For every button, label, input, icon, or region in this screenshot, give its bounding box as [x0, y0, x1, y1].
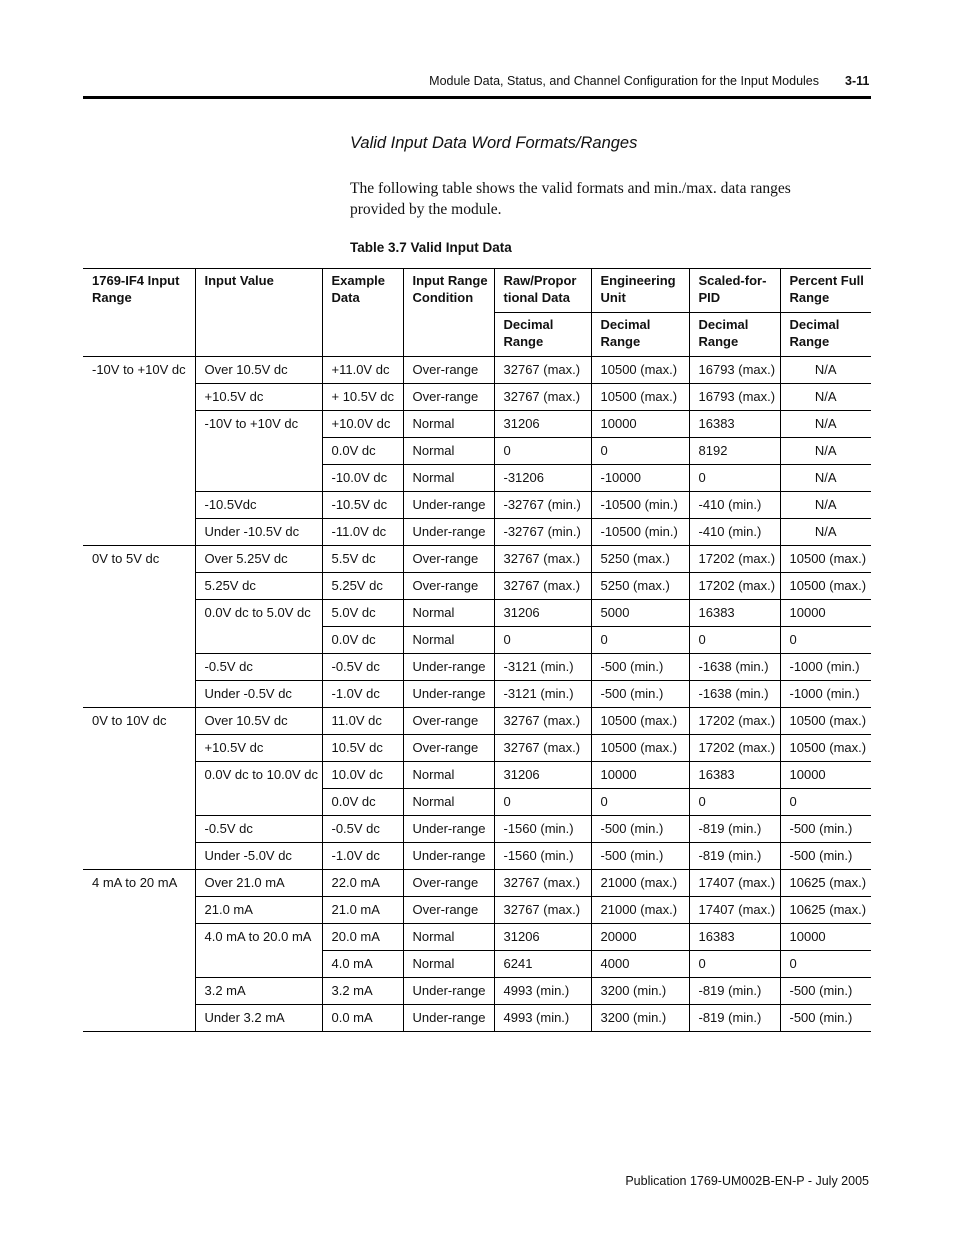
engineering-value-cell: 5250 (max.): [591, 546, 689, 573]
example-data-cell: 0.0V dc: [322, 789, 403, 816]
input-range-cell: 0V to 5V dc: [83, 546, 195, 573]
pid-value-cell: 17202 (max.): [689, 708, 780, 735]
raw-value-cell: -3121 (min.): [494, 681, 591, 708]
raw-value-cell: 32767 (max.): [494, 546, 591, 573]
example-data-cell: 10.5V dc: [322, 735, 403, 762]
example-data-cell: 20.0 mA: [322, 924, 403, 951]
input-range-cell: [83, 600, 195, 627]
condition-cell: Over-range: [403, 708, 494, 735]
table-row: [83, 870, 871, 897]
subheader-decimal-range: Decimal Range: [689, 313, 780, 357]
engineering-value-cell: 10500 (max.): [591, 708, 689, 735]
table-row: [83, 951, 871, 978]
input-value-cell: 21.0 mA: [195, 897, 322, 924]
input-range-cell: [83, 384, 195, 411]
input-range-cell: [83, 843, 195, 870]
raw-value-cell: 31206: [494, 411, 591, 438]
table-row: [83, 519, 871, 546]
raw-value-cell: 4993 (min.): [494, 1005, 591, 1032]
table-row: [83, 1005, 871, 1032]
input-value-cell: 5.25V dc: [195, 573, 322, 600]
table-row: [83, 681, 871, 708]
raw-value-cell: 0: [494, 789, 591, 816]
table-row: [83, 384, 871, 411]
percent-value-cell: N/A: [780, 411, 871, 438]
input-value-cell: +10.5V dc: [195, 384, 322, 411]
engineering-value-cell: 0: [591, 627, 689, 654]
header-engineering-unit: Engineering Unit: [591, 269, 689, 313]
input-value-cell: Over 21.0 mA: [195, 870, 322, 897]
example-data-cell: 11.0V dc: [322, 708, 403, 735]
percent-value-cell: N/A: [780, 465, 871, 492]
input-value-cell: -0.5V dc: [195, 654, 322, 681]
input-range-cell: [83, 735, 195, 762]
table-row: [83, 654, 871, 681]
condition-cell: Normal: [403, 951, 494, 978]
engineering-value-cell: 0: [591, 438, 689, 465]
raw-value-cell: -3121 (min.): [494, 654, 591, 681]
input-value-cell: Over 5.25V dc: [195, 546, 322, 573]
pid-value-cell: 16383: [689, 924, 780, 951]
header-example-data: Example Data: [322, 269, 403, 357]
example-data-cell: -0.5V dc: [322, 816, 403, 843]
header-input-range: 1769-IF4 Input Range: [83, 269, 195, 357]
condition-cell: Over-range: [403, 870, 494, 897]
header-input-value: Input Value: [195, 269, 322, 357]
engineering-value-cell: 10000: [591, 762, 689, 789]
table-row: [83, 789, 871, 816]
raw-value-cell: -31206: [494, 465, 591, 492]
input-range-cell: [83, 924, 195, 951]
input-value-cell: [195, 789, 322, 816]
engineering-value-cell: -500 (min.): [591, 843, 689, 870]
condition-cell: Under-range: [403, 843, 494, 870]
engineering-value-cell: 0: [591, 789, 689, 816]
input-range-cell: -10V to +10V dc: [83, 357, 195, 384]
input-range-cell: [83, 465, 195, 492]
condition-cell: Normal: [403, 762, 494, 789]
pid-value-cell: -410 (min.): [689, 492, 780, 519]
raw-value-cell: -1560 (min.): [494, 816, 591, 843]
pid-value-cell: 17407 (max.): [689, 870, 780, 897]
publication-footer: Publication 1769-UM002B-EN-P - July 2005: [625, 1174, 869, 1188]
pid-value-cell: 0: [689, 465, 780, 492]
engineering-value-cell: -500 (min.): [591, 816, 689, 843]
pid-value-cell: 16793 (max.): [689, 384, 780, 411]
engineering-value-cell: 4000: [591, 951, 689, 978]
raw-value-cell: 31206: [494, 924, 591, 951]
example-data-cell: 5.25V dc: [322, 573, 403, 600]
condition-cell: Normal: [403, 438, 494, 465]
input-range-cell: 0V to 10V dc: [83, 708, 195, 735]
input-range-cell: [83, 681, 195, 708]
percent-value-cell: 10000: [780, 762, 871, 789]
example-data-cell: 21.0 mA: [322, 897, 403, 924]
table-row: [83, 843, 871, 870]
table-row: [83, 627, 871, 654]
pid-value-cell: 16383: [689, 762, 780, 789]
engineering-value-cell: -10000: [591, 465, 689, 492]
table-row: [83, 546, 871, 573]
example-data-cell: 0.0V dc: [322, 438, 403, 465]
raw-value-cell: 32767 (max.): [494, 735, 591, 762]
example-data-cell: +11.0V dc: [322, 357, 403, 384]
input-value-cell: -10V to +10V dc: [195, 411, 322, 438]
pid-value-cell: -819 (min.): [689, 978, 780, 1005]
subheader-decimal-range: Decimal Range: [494, 313, 591, 357]
condition-cell: Under-range: [403, 681, 494, 708]
pid-value-cell: -819 (min.): [689, 816, 780, 843]
input-value-cell: Under -10.5V dc: [195, 519, 322, 546]
pid-value-cell: -819 (min.): [689, 843, 780, 870]
raw-value-cell: 31206: [494, 600, 591, 627]
example-data-cell: 22.0 mA: [322, 870, 403, 897]
example-data-cell: 5.0V dc: [322, 600, 403, 627]
percent-value-cell: N/A: [780, 492, 871, 519]
engineering-value-cell: -500 (min.): [591, 681, 689, 708]
example-data-cell: 5.5V dc: [322, 546, 403, 573]
condition-cell: Under-range: [403, 1005, 494, 1032]
input-value-cell: [195, 438, 322, 465]
input-value-cell: Over 10.5V dc: [195, 708, 322, 735]
condition-cell: Under-range: [403, 654, 494, 681]
page-number: 3-11: [845, 74, 870, 88]
percent-value-cell: N/A: [780, 357, 871, 384]
percent-value-cell: -500 (min.): [780, 978, 871, 1005]
percent-value-cell: 10000: [780, 924, 871, 951]
input-value-cell: 0.0V dc to 10.0V dc: [195, 762, 322, 789]
example-data-cell: +10.0V dc: [322, 411, 403, 438]
table-row: [83, 816, 871, 843]
table-row: [83, 762, 871, 789]
raw-value-cell: 32767 (max.): [494, 870, 591, 897]
percent-value-cell: 10000: [780, 600, 871, 627]
condition-cell: Under-range: [403, 492, 494, 519]
engineering-value-cell: 3200 (min.): [591, 1005, 689, 1032]
table-row: [83, 735, 871, 762]
engineering-value-cell: -500 (min.): [591, 654, 689, 681]
header-rule: [83, 96, 871, 99]
pid-value-cell: 16383: [689, 411, 780, 438]
example-data-cell: 3.2 mA: [322, 978, 403, 1005]
condition-cell: Under-range: [403, 519, 494, 546]
table-row: [83, 438, 871, 465]
percent-value-cell: 10625 (max.): [780, 870, 871, 897]
input-range-cell: [83, 519, 195, 546]
pid-value-cell: -819 (min.): [689, 1005, 780, 1032]
header-raw-proportional: [494, 269, 591, 313]
section-title: Valid Input Data Word Formats/Ranges: [350, 134, 638, 152]
percent-value-cell: 10500 (max.): [780, 573, 871, 600]
table-row: [83, 897, 871, 924]
header-scaled-for-pid: [689, 269, 780, 313]
condition-cell: Normal: [403, 627, 494, 654]
header-pid-line1: Scaled-for-: [698, 273, 767, 288]
example-data-cell: 0.0 mA: [322, 1005, 403, 1032]
example-data-cell: -10.0V dc: [322, 465, 403, 492]
input-range-cell: [83, 897, 195, 924]
example-data-cell: + 10.5V dc: [322, 384, 403, 411]
subheader-decimal-range: Decimal Range: [591, 313, 689, 357]
engineering-value-cell: 10000: [591, 411, 689, 438]
condition-cell: Over-range: [403, 573, 494, 600]
percent-value-cell: N/A: [780, 384, 871, 411]
input-range-cell: [83, 1005, 195, 1032]
condition-cell: Under-range: [403, 978, 494, 1005]
example-data-cell: -0.5V dc: [322, 654, 403, 681]
header-input-range-condition: Input Range Condition: [403, 269, 494, 357]
engineering-value-cell: -10500 (min.): [591, 492, 689, 519]
percent-value-cell: -500 (min.): [780, 816, 871, 843]
raw-value-cell: 32767 (max.): [494, 708, 591, 735]
input-value-cell: Under -0.5V dc: [195, 681, 322, 708]
table-row: [83, 708, 871, 735]
header-raw-line1: Raw/Propor: [503, 273, 577, 288]
condition-cell: Over-range: [403, 384, 494, 411]
percent-value-cell: 10500 (max.): [780, 708, 871, 735]
example-data-cell: -11.0V dc: [322, 519, 403, 546]
input-range-cell: [83, 573, 195, 600]
condition-cell: Under-range: [403, 816, 494, 843]
pid-value-cell: -1638 (min.): [689, 654, 780, 681]
condition-cell: Over-range: [403, 546, 494, 573]
input-range-cell: [83, 438, 195, 465]
raw-value-cell: 0: [494, 438, 591, 465]
percent-value-cell: 0: [780, 627, 871, 654]
valid-input-data-table: [83, 268, 871, 1031]
condition-cell: Normal: [403, 465, 494, 492]
input-value-cell: Over 10.5V dc: [195, 357, 322, 384]
example-data-cell: -10.5V dc: [322, 492, 403, 519]
raw-value-cell: 32767 (max.): [494, 897, 591, 924]
table-bottom-rule: [83, 1031, 871, 1032]
engineering-value-cell: 5250 (max.): [591, 573, 689, 600]
pid-value-cell: 17407 (max.): [689, 897, 780, 924]
raw-value-cell: 32767 (max.): [494, 573, 591, 600]
condition-cell: Over-range: [403, 897, 494, 924]
raw-value-cell: -1560 (min.): [494, 843, 591, 870]
pid-value-cell: 0: [689, 951, 780, 978]
input-range-cell: 4 mA to 20 mA: [83, 870, 195, 897]
engineering-value-cell: -10500 (min.): [591, 519, 689, 546]
pid-value-cell: -1638 (min.): [689, 681, 780, 708]
input-value-cell: Under -5.0V dc: [195, 843, 322, 870]
example-data-cell: -1.0V dc: [322, 843, 403, 870]
percent-value-cell: 10500 (max.): [780, 735, 871, 762]
engineering-value-cell: 10500 (max.): [591, 357, 689, 384]
input-range-cell: [83, 492, 195, 519]
table-row: [83, 600, 871, 627]
pid-value-cell: 16793 (max.): [689, 357, 780, 384]
table-row: [83, 924, 871, 951]
input-range-cell: [83, 627, 195, 654]
pid-value-cell: 17202 (max.): [689, 573, 780, 600]
raw-value-cell: -32767 (min.): [494, 519, 591, 546]
engineering-value-cell: 3200 (min.): [591, 978, 689, 1005]
pid-value-cell: 0: [689, 789, 780, 816]
raw-value-cell: 32767 (max.): [494, 384, 591, 411]
pid-value-cell: 16383: [689, 600, 780, 627]
percent-value-cell: -500 (min.): [780, 1005, 871, 1032]
input-range-cell: [83, 654, 195, 681]
condition-cell: Over-range: [403, 357, 494, 384]
header-percent-full-range: Percent Full Range: [780, 269, 871, 313]
table-row: [83, 465, 871, 492]
percent-value-cell: 10625 (max.): [780, 897, 871, 924]
engineering-value-cell: 21000 (max.): [591, 870, 689, 897]
condition-cell: Normal: [403, 411, 494, 438]
header-raw-line2: tional Data: [503, 290, 570, 305]
raw-value-cell: 32767 (max.): [494, 357, 591, 384]
engineering-value-cell: 5000: [591, 600, 689, 627]
condition-cell: Over-range: [403, 735, 494, 762]
raw-value-cell: 31206: [494, 762, 591, 789]
pid-value-cell: -410 (min.): [689, 519, 780, 546]
raw-value-cell: 0: [494, 627, 591, 654]
input-value-cell: +10.5V dc: [195, 735, 322, 762]
input-range-cell: [83, 978, 195, 1005]
input-value-cell: 4.0 mA to 20.0 mA: [195, 924, 322, 951]
engineering-value-cell: 10500 (max.): [591, 735, 689, 762]
example-data-cell: 10.0V dc: [322, 762, 403, 789]
subheader-decimal-range: Decimal Range: [780, 313, 871, 357]
input-range-cell: [83, 951, 195, 978]
table-row: [83, 978, 871, 1005]
engineering-value-cell: 10500 (max.): [591, 384, 689, 411]
running-header: Module Data, Status, and Channel Configuration for the Input Modules: [429, 74, 819, 88]
raw-value-cell: 4993 (min.): [494, 978, 591, 1005]
pid-value-cell: 17202 (max.): [689, 735, 780, 762]
percent-value-cell: 10500 (max.): [780, 546, 871, 573]
percent-value-cell: 0: [780, 789, 871, 816]
percent-value-cell: -1000 (min.): [780, 681, 871, 708]
table-row: [83, 411, 871, 438]
input-value-cell: Under 3.2 mA: [195, 1005, 322, 1032]
percent-value-cell: -1000 (min.): [780, 654, 871, 681]
input-value-cell: 0.0V dc to 5.0V dc: [195, 600, 322, 627]
raw-value-cell: 6241: [494, 951, 591, 978]
input-value-cell: -10.5Vdc: [195, 492, 322, 519]
condition-cell: Normal: [403, 789, 494, 816]
input-value-cell: [195, 951, 322, 978]
input-range-cell: [83, 762, 195, 789]
example-data-cell: -1.0V dc: [322, 681, 403, 708]
condition-cell: Normal: [403, 924, 494, 951]
pid-value-cell: 8192: [689, 438, 780, 465]
example-data-cell: 4.0 mA: [322, 951, 403, 978]
input-range-cell: [83, 411, 195, 438]
pid-value-cell: 0: [689, 627, 780, 654]
percent-value-cell: N/A: [780, 519, 871, 546]
raw-value-cell: -32767 (min.): [494, 492, 591, 519]
table-row: [83, 573, 871, 600]
input-value-cell: [195, 627, 322, 654]
table-row: [83, 357, 871, 384]
table-caption: Table 3.7 Valid Input Data: [350, 240, 512, 255]
table-row: [83, 492, 871, 519]
input-value-cell: -0.5V dc: [195, 816, 322, 843]
input-range-cell: [83, 816, 195, 843]
condition-cell: Normal: [403, 600, 494, 627]
input-range-cell: [83, 789, 195, 816]
example-data-cell: 0.0V dc: [322, 627, 403, 654]
input-value-cell: [195, 465, 322, 492]
percent-value-cell: -500 (min.): [780, 843, 871, 870]
engineering-value-cell: 20000: [591, 924, 689, 951]
percent-value-cell: N/A: [780, 438, 871, 465]
input-value-cell: 3.2 mA: [195, 978, 322, 1005]
pid-value-cell: 17202 (max.): [689, 546, 780, 573]
intro-paragraph: The following table shows the valid formats and min./max. data ranges provided by the module.: [350, 180, 791, 218]
header-pid-line2: PID: [698, 290, 721, 305]
engineering-value-cell: 21000 (max.): [591, 897, 689, 924]
percent-value-cell: 0: [780, 951, 871, 978]
